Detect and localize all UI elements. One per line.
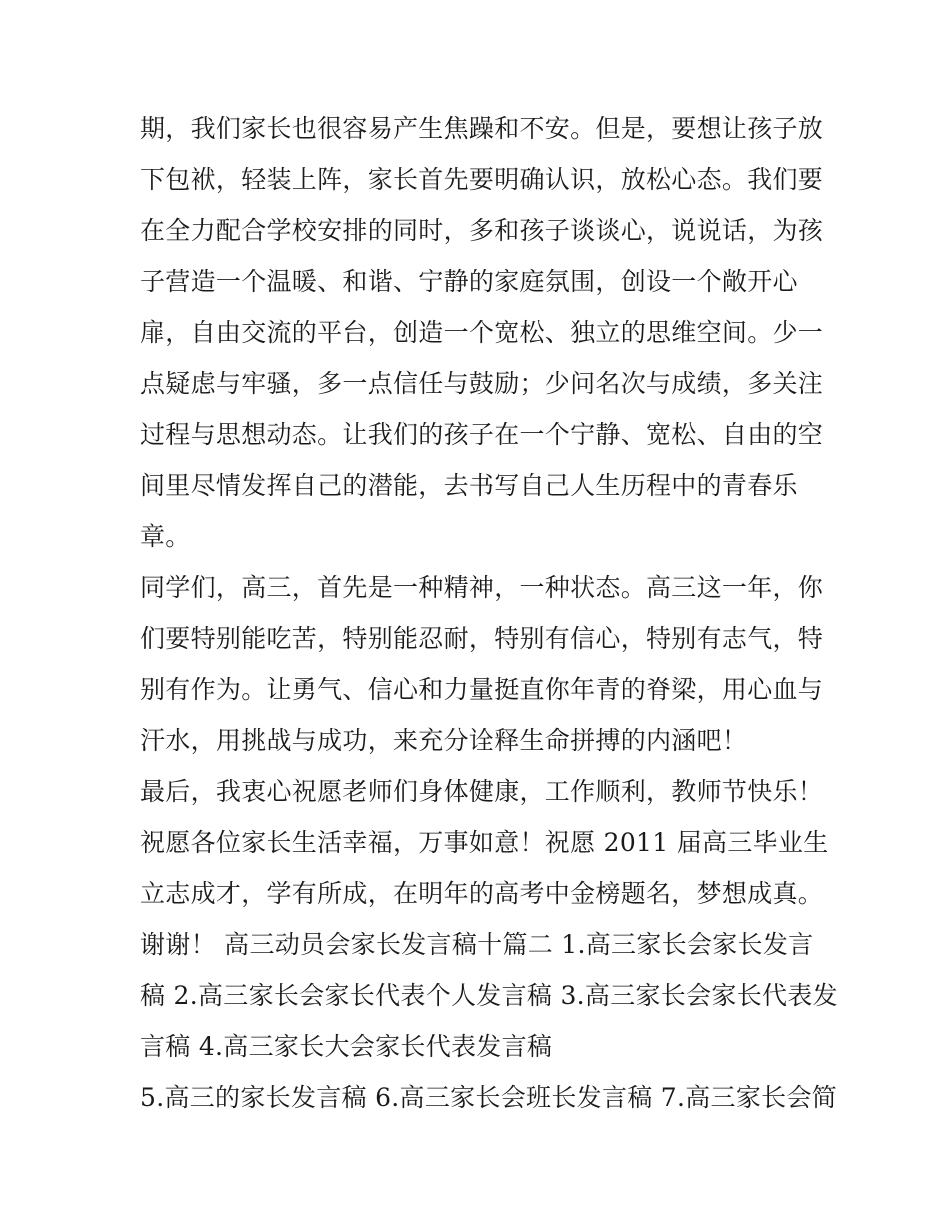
text-line: 期，我们家长也很容易产生焦躁和不安。但是，要想让孩子放: [140, 114, 824, 143]
text-line: 立志成才，学有所成，在明年的高考中金榜题名，梦想成真。: [140, 879, 824, 908]
text-line: 稿 2.高三家长会家长代表个人发言稿 3.高三家长会家长代表发: [140, 981, 838, 1010]
text-line: 祝愿各位家长生活幸福，万事如意！祝愿 2011 届高三毕业生: [140, 828, 829, 857]
text-line: 最后，我衷心祝愿老师们身体健康，工作顺利，教师节快乐！: [140, 777, 824, 806]
body-text: [140, 103, 838, 1123]
text-line: 5.高三的家长发言稿 6.高三家长会班长发言稿 7.高三家长会简: [140, 1083, 838, 1112]
text-line: 子营造一个温暖、和谐、宁静的家庭氛围，创设一个敞开心: [140, 267, 798, 296]
text-line: 扉，自由交流的平台，创造一个宽松、独立的思维空间。少一: [140, 318, 824, 347]
text-line: 别有作为。让勇气、信心和力量挺直你年青的脊梁，用心血与: [140, 675, 824, 704]
text-line: 章。: [140, 522, 191, 551]
text-line: 汗水，用挑战与成功，来充分诠释生命拼搏的内涵吧！: [140, 726, 748, 755]
text-line: 言稿 4.高三家长大会家长代表发言稿: [140, 1032, 553, 1061]
text-line: 点疑虑与牢骚，多一点信任与鼓励；少问名次与成绩，多关注: [140, 369, 824, 398]
text-line: 同学们，高三，首先是一种精神，一种状态。高三这一年，你: [140, 573, 824, 602]
text-line: 们要特别能吃苦，特别能忍耐，特别有信心，特别有志气，特: [140, 624, 824, 653]
text-line: 谢谢！ 高三动员会家长发言稿十篇二 1.高三家长会家长发言: [140, 930, 814, 959]
text-line: 在全力配合学校安排的同时，多和孩子谈谈心，说说话，为孩: [140, 216, 824, 245]
text-line: 间里尽情发挥自己的潜能，去书写自己人生历程中的青春乐: [140, 471, 798, 500]
text-line: 下包袱，轻装上阵，家长首先要明确认识，放松心态。我们要: [140, 165, 824, 194]
text-line: 过程与思想动态。让我们的孩子在一个宁静、宽松、自由的空: [140, 420, 824, 449]
